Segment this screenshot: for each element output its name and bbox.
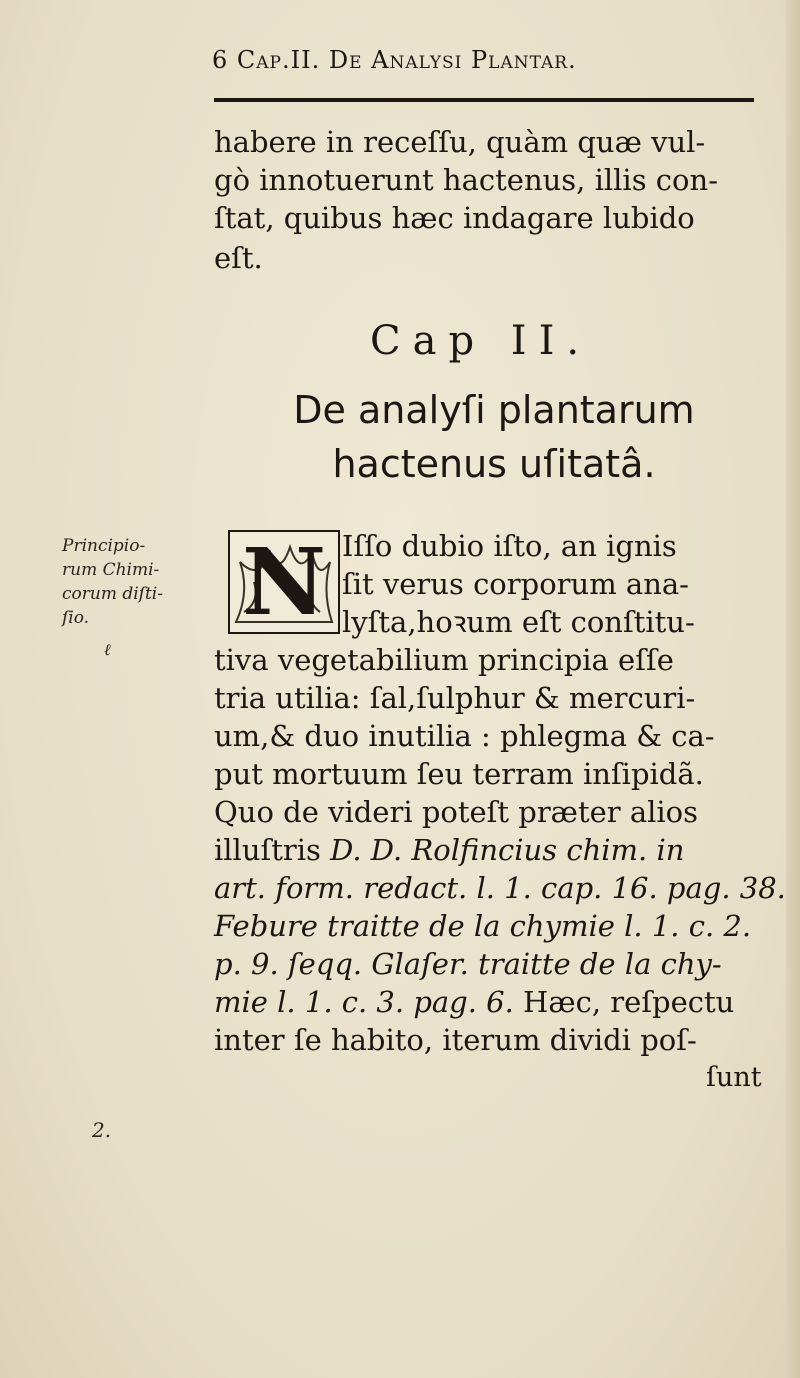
margin-note-line: ſio. [62, 608, 90, 628]
text-line: tiva vegetabilium principia eſſe [214, 643, 674, 677]
text-line: put mortuum ſeu terram inſipidã. [214, 757, 704, 791]
text-line: lyſta,hoꝛum eſt conſtitu- [342, 605, 695, 639]
text-line [214, 985, 774, 1019]
text-line: Quo de videri poteſt præter alios [214, 795, 699, 829]
citation-line: art. form. redact. l. 1. cap. 16. pag. 38. [214, 871, 786, 905]
text-line: ſtat, quibus hæc indagare lubido [214, 201, 695, 235]
text-line: tria utilia: ſal,ſulphur & mercuri- [214, 681, 696, 715]
citation-line: p. 9. ſeqq. Glaſer. traitte de la chy- [214, 947, 722, 981]
text-line: ſit verus corporum ana- [342, 567, 689, 601]
running-head [212, 46, 772, 74]
chapter-title-line2: hactenus uſitatâ. [332, 442, 656, 486]
catchword: ſunt [706, 1062, 762, 1093]
text-segment: illuſtris [214, 833, 331, 867]
initial-letter: N [241, 530, 327, 634]
page-edge [786, 0, 800, 1378]
text-line [214, 833, 774, 867]
margin-note [62, 534, 212, 630]
chapter-title-line1: De analyſi plantarum [293, 388, 695, 432]
citation: mie l. 1. c. 3. pag. 6. [214, 985, 514, 1019]
citation: D. D. Rolfincius chim. in [330, 833, 685, 867]
decorated-initial [228, 530, 340, 634]
margin-symbol: ℓ [104, 640, 111, 659]
margin-note-line: rum Chimi- [62, 560, 160, 580]
text-line: inter ſe habito, iterum dividi poſ- [214, 1023, 697, 1057]
chapter-heading: Cap II. [370, 318, 592, 364]
text-segment: Hæc, reſpectu [513, 985, 735, 1019]
text-line: um,& duo inutilia : phlegma & ca- [214, 719, 715, 753]
citation-line: Febure traitte de la chymie l. 1. c. 2. [214, 909, 752, 943]
text-line: gò innotuerunt hactenus, illis con- [214, 163, 718, 197]
margin-note-line: corum diſti- [62, 584, 163, 604]
running-title: Cap.II. De Analysi Plantar. [236, 46, 577, 74]
text-line: habere in receſſu, quàm quæ vul- [214, 125, 706, 159]
text-line: Iſſo dubio iſto, an ignis [342, 529, 677, 563]
margin-number: 2. [92, 1118, 112, 1142]
text-line: eſt. [214, 241, 263, 275]
margin-note-line: Principio- [62, 536, 146, 556]
head-rule [214, 98, 754, 102]
page-number: 6 [212, 46, 229, 74]
